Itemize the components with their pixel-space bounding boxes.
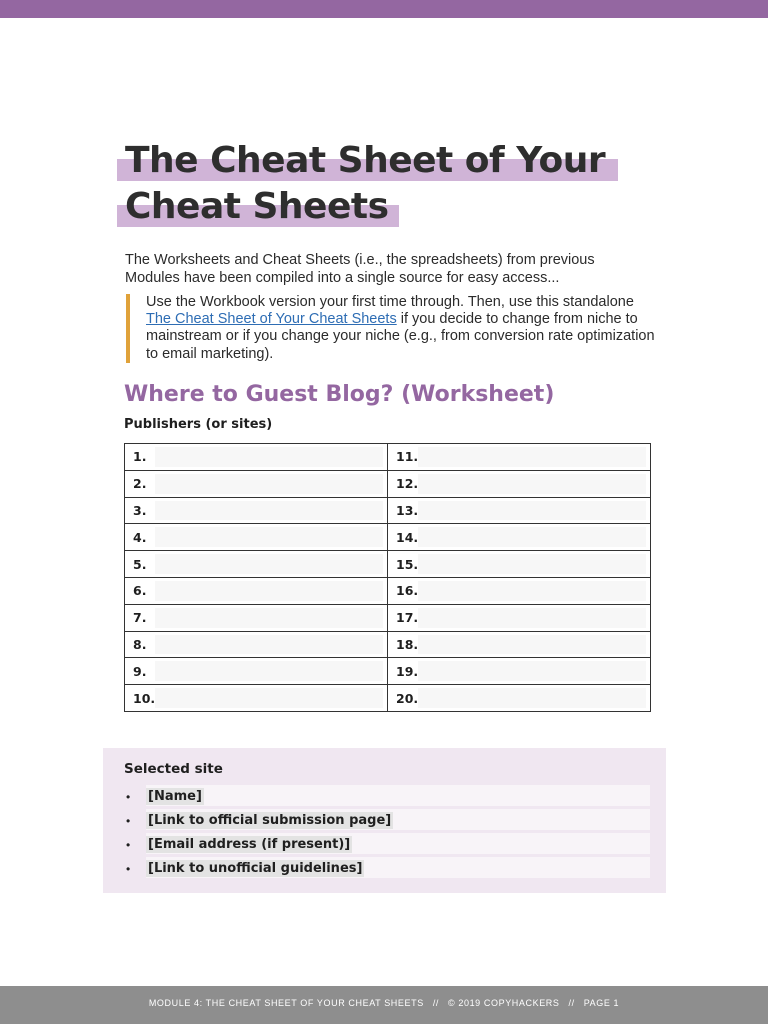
publisher-cell[interactable]	[388, 577, 651, 604]
publisher-cell[interactable]	[388, 497, 651, 524]
callout-text-after: if you decide to change from niche to mainstream or if you change your niche (e.g., from conversion rate optimization to email marketing).	[146, 311, 655, 362]
list-item	[124, 856, 650, 880]
row-number: 8.	[133, 636, 147, 652]
footer-copyright: © 2019 COPYHACKERS	[448, 998, 560, 1008]
row-number: 7.	[133, 610, 147, 626]
selected-site-list	[124, 784, 650, 880]
publisher-cell[interactable]	[388, 524, 651, 551]
intro-paragraph: The Worksheets and Cheat Sheets (i.e., the spreadsheets) from previous Modules have been compiled into a single source for easy access...	[125, 252, 595, 286]
callout-text-before: Use the Workbook version your first time through. Then, use this standalone	[146, 294, 634, 310]
row-number: 4.	[133, 529, 147, 545]
footer-text	[0, 986, 768, 1020]
row-number: 3.	[133, 502, 147, 518]
publisher-cell[interactable]	[388, 470, 651, 497]
callout-note	[126, 294, 656, 363]
table-row	[125, 577, 651, 604]
publisher-input-field[interactable]	[155, 447, 383, 467]
row-number: 10.	[133, 690, 156, 706]
table-row	[125, 685, 651, 712]
publisher-input-field[interactable]	[418, 527, 646, 547]
page-title	[117, 138, 618, 230]
publisher-input-field[interactable]	[418, 554, 646, 574]
publisher-cell[interactable]	[125, 444, 388, 471]
publisher-input-field[interactable]	[155, 554, 383, 574]
publisher-input-field[interactable]	[155, 635, 383, 655]
footer-separator: //	[568, 998, 575, 1008]
publisher-cell[interactable]	[388, 444, 651, 471]
publisher-cell[interactable]	[125, 497, 388, 524]
list-item	[124, 832, 650, 856]
row-number: 11.	[396, 449, 419, 465]
publisher-input-field[interactable]	[155, 474, 383, 494]
publisher-cell[interactable]	[125, 551, 388, 578]
row-number: 9.	[133, 663, 147, 679]
table-row	[125, 470, 651, 497]
row-number: 2.	[133, 476, 147, 492]
publisher-input-field[interactable]	[418, 608, 646, 628]
top-accent-bar	[0, 0, 768, 18]
publishers-table	[124, 443, 651, 712]
footer-module: MODULE 4: THE CHEAT SHEET OF YOUR CHEAT SHEETS	[148, 998, 424, 1008]
publisher-cell[interactable]	[388, 604, 651, 631]
footer-page-number: PAGE 1	[583, 998, 620, 1008]
publisher-input-field[interactable]	[418, 635, 646, 655]
row-number: 14.	[396, 529, 419, 545]
row-number: 19.	[396, 663, 419, 679]
table-row	[125, 658, 651, 685]
publisher-cell[interactable]	[388, 631, 651, 658]
publisher-input-field[interactable]	[418, 474, 646, 494]
publisher-cell[interactable]	[388, 685, 651, 712]
cheat-sheet-link[interactable]: The Cheat Sheet of Your Cheat Sheets	[146, 311, 397, 328]
row-number: 12.	[396, 476, 419, 492]
field-name[interactable]: [Name]	[148, 788, 202, 804]
publisher-input-field[interactable]	[418, 447, 646, 467]
bullet-icon: •	[126, 838, 131, 852]
page-footer	[0, 986, 768, 1024]
field-submission-link[interactable]: [Link to official submission page]	[148, 812, 392, 828]
publisher-input-field[interactable]	[155, 501, 383, 521]
list-item	[124, 808, 650, 832]
publisher-cell[interactable]	[125, 577, 388, 604]
selected-site-title: Selected site	[124, 761, 223, 777]
publisher-input-field[interactable]	[155, 581, 383, 601]
bullet-icon: •	[126, 814, 131, 828]
publisher-input-field[interactable]	[155, 527, 383, 547]
row-number: 16.	[396, 583, 419, 599]
publisher-input-field[interactable]	[155, 661, 383, 681]
publisher-input-field[interactable]	[418, 501, 646, 521]
table-row	[125, 497, 651, 524]
row-number: 5.	[133, 556, 147, 572]
publisher-input-field[interactable]	[418, 581, 646, 601]
publisher-cell[interactable]	[125, 524, 388, 551]
section-heading: Where to Guest Blog? (Worksheet)	[124, 382, 555, 407]
row-number: 17.	[396, 610, 419, 626]
publisher-cell[interactable]	[125, 685, 388, 712]
bullet-icon: •	[126, 790, 131, 804]
publisher-cell[interactable]	[388, 551, 651, 578]
row-number: 13.	[396, 502, 419, 518]
row-number: 15.	[396, 556, 419, 572]
row-number: 20.	[396, 690, 419, 706]
publisher-input-field[interactable]	[155, 608, 383, 628]
publishers-label: Publishers (or sites)	[124, 417, 273, 432]
table-row	[125, 551, 651, 578]
publisher-cell[interactable]	[388, 658, 651, 685]
table-row	[125, 604, 651, 631]
form-field-bg[interactable]	[146, 785, 650, 806]
row-number: 18.	[396, 636, 419, 652]
table-row	[125, 631, 651, 658]
publisher-cell[interactable]	[125, 658, 388, 685]
title-line-1: The Cheat Sheet of Your	[117, 138, 618, 184]
publisher-input-field[interactable]	[155, 688, 383, 708]
table-row	[125, 444, 651, 471]
publisher-cell[interactable]	[125, 631, 388, 658]
publisher-input-field[interactable]	[418, 661, 646, 681]
field-guidelines-link[interactable]: [Link to unofficial guidelines]	[148, 860, 363, 876]
footer-separator: //	[432, 998, 440, 1008]
publisher-input-field[interactable]	[418, 688, 646, 708]
list-item	[124, 784, 650, 808]
publisher-cell[interactable]	[125, 470, 388, 497]
publisher-cell[interactable]	[125, 604, 388, 631]
row-number: 1.	[133, 449, 147, 465]
title-line-2: Cheat Sheets	[117, 184, 399, 230]
row-number: 6.	[133, 583, 147, 599]
bullet-icon: •	[126, 862, 131, 876]
field-email[interactable]: [Email address (if present)]	[148, 836, 351, 852]
table-row	[125, 524, 651, 551]
